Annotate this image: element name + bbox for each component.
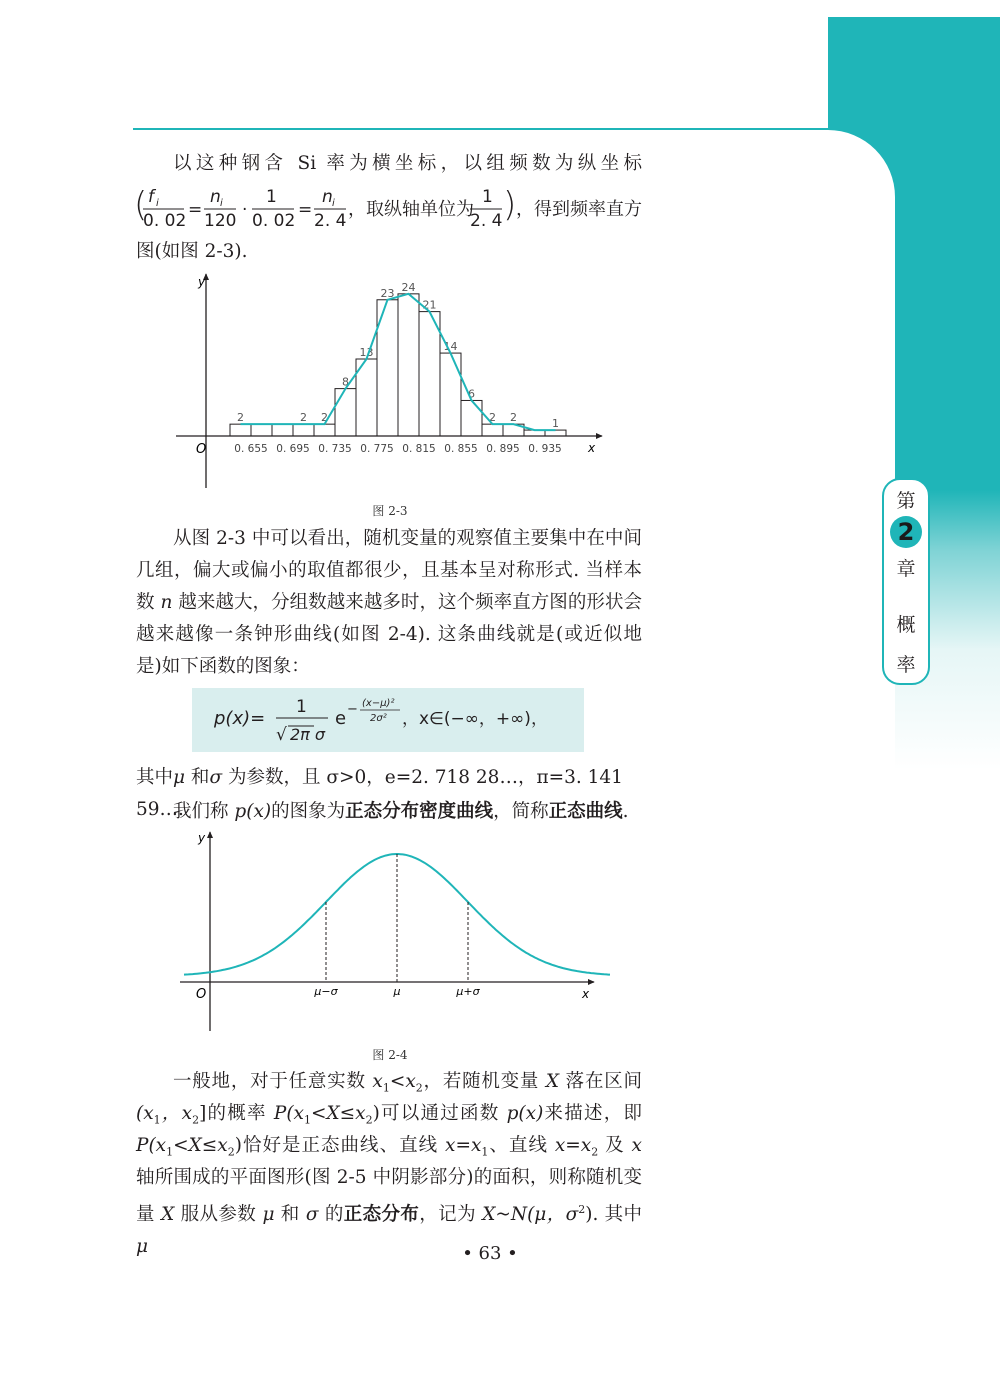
frac2-den: 120 bbox=[204, 211, 237, 231]
x-axis-label: x bbox=[588, 441, 596, 455]
open-paren: ( bbox=[134, 185, 148, 225]
frac5-den: 2. 4 bbox=[470, 211, 503, 231]
frac1-num-sub: i bbox=[156, 198, 159, 209]
paragraph-2-line-2: 几组，偏大或偏小的取值都很少，且基本呈对称形式. 当样本 bbox=[136, 560, 642, 581]
y-axis-label: y bbox=[198, 275, 206, 289]
histogram-bar bbox=[293, 424, 314, 436]
x-tick-label: 0. 895 bbox=[486, 443, 520, 455]
bar-data-label: 2 bbox=[237, 411, 244, 425]
normal-density-formula bbox=[192, 688, 584, 752]
page-number: • 63 • bbox=[462, 1243, 518, 1264]
formula-domain: ，x∈(−∞，+∞)， bbox=[402, 709, 548, 729]
histogram-bar bbox=[314, 424, 335, 436]
formula-exp-minus: − bbox=[347, 702, 358, 717]
frac3-den: 0. 02 bbox=[252, 211, 296, 231]
bar-data-label: 2 bbox=[300, 411, 307, 425]
x-tick-label: 0. 855 bbox=[444, 443, 478, 455]
chapter-suffix: 章 bbox=[896, 558, 916, 580]
paragraph-5-line-1: 一般地，对于任意实数 $x_1<x_2$，若随机变量 X 落在区间 bbox=[173, 1071, 642, 1095]
paragraph-1-fraction-line bbox=[134, 184, 654, 234]
formula-denominator: 2π σ bbox=[290, 725, 326, 744]
paragraph-2-line-5: 是)如下函数的图象： bbox=[136, 656, 310, 677]
chapter-number: 2 bbox=[890, 516, 922, 548]
histogram-bar bbox=[230, 424, 251, 436]
x-tick-label: 0. 695 bbox=[276, 443, 310, 455]
frac4-num-sub: i bbox=[332, 198, 335, 209]
histogram-bar bbox=[251, 424, 272, 436]
paragraph-3: 其中μ 和σ 为参数，且 σ>0，e=2. 718 28…，π=3. 141 59…. bbox=[136, 767, 623, 820]
bar-data-label: 2 bbox=[510, 411, 517, 425]
paragraph-2-line-4: 越来越像一条钟形曲线(如图 2-4). 这条曲线就是(或近似地 bbox=[136, 624, 642, 645]
paragraph-4: 我们称 p(x)的图象为正态分布密度曲线，简称正态曲线. bbox=[173, 801, 629, 822]
formula-lhs: p(x)= bbox=[214, 708, 266, 729]
frac3-num: 1 bbox=[266, 187, 277, 207]
bar-data-label: 1 bbox=[552, 417, 559, 431]
bar-data-label: 14 bbox=[443, 340, 458, 354]
svg-text:=: = bbox=[298, 200, 313, 220]
formula-e: e bbox=[335, 708, 347, 729]
chapter-prefix: 第 bbox=[896, 490, 916, 512]
bar-data-label: 8 bbox=[342, 375, 349, 389]
chapter-band-side bbox=[895, 130, 1000, 1400]
frac2-num-sub: i bbox=[220, 198, 223, 209]
frac2-num: n bbox=[210, 187, 221, 207]
figure-2-4-normal-curve bbox=[170, 826, 610, 1036]
tick-mu: μ bbox=[393, 985, 401, 998]
frac4-num: n bbox=[322, 187, 333, 207]
paragraph-5-line-4: 轴所围成的平面图形(图 2-5 中阴影部分)的面积，则称随机变 bbox=[136, 1167, 642, 1188]
dot: · bbox=[242, 200, 248, 220]
frac5-num: 1 bbox=[482, 187, 493, 207]
chapter-band-top bbox=[828, 17, 1000, 137]
frac1-num: f bbox=[148, 187, 154, 207]
histogram-bar bbox=[419, 312, 440, 436]
paragraph-5-line-5: 量 X 服从参数 μ 和 σ 的正态分布，记为 X~N(μ，$\sigma^2$). 其中 μ bbox=[136, 1203, 643, 1258]
y-axis-label: y bbox=[198, 831, 206, 845]
paragraph-2-line-3: 数 n 越来越大，分组数越来越多时，这个频率直方图的形状会 bbox=[136, 592, 642, 613]
figure-2-3-caption: 图 2-3 bbox=[372, 504, 408, 518]
origin-label: O bbox=[196, 987, 207, 1002]
paragraph-1-line-3: 图(如图 2-3). bbox=[136, 241, 248, 262]
figure-2-3-histogram bbox=[170, 268, 610, 490]
chapter-band-corner bbox=[828, 130, 895, 197]
text-mid: ，取纵轴单位为 bbox=[348, 199, 474, 220]
svg-text:=: = bbox=[188, 200, 203, 220]
bar-data-label: 6 bbox=[468, 387, 475, 401]
bar-data-label: 2 bbox=[489, 411, 496, 425]
histogram-bar bbox=[461, 400, 482, 436]
figure-2-4-caption: 图 2-4 bbox=[372, 1048, 408, 1062]
x-tick-label: 0. 655 bbox=[234, 443, 268, 455]
paragraph-1-line-1: 以这种钢含 Si 率为横坐标，以组频数为纵坐标 bbox=[173, 153, 642, 174]
histogram-bar bbox=[272, 424, 293, 436]
histogram-bar bbox=[398, 294, 419, 436]
chapter-title-char-2: 率 bbox=[896, 654, 916, 676]
paragraph-5-line-3: $P(x_1<X\le x_2)$恰好是正态曲线、直线 $x=x_1$、直线 $x=x_2$ 及 x bbox=[136, 1135, 642, 1159]
bar-data-label: 2 bbox=[321, 411, 328, 425]
histogram-bar bbox=[335, 389, 356, 436]
bar-data-label: 21 bbox=[422, 298, 437, 312]
formula-numerator: 1 bbox=[296, 697, 307, 717]
formula-exp-num: (x−μ)² bbox=[362, 698, 395, 709]
chapter-title-char-1: 概 bbox=[896, 614, 916, 636]
bar-data-label: 23 bbox=[380, 286, 395, 300]
paragraph-2-line-1: 从图 2-3 中可以看出，随机变量的观察值主要集中在中间 bbox=[173, 528, 642, 549]
x-tick-label: 0. 775 bbox=[360, 443, 394, 455]
frac1-den: 0. 02 bbox=[143, 211, 187, 231]
formula-exp-den: 2σ² bbox=[370, 713, 387, 724]
bar-data-label: 24 bbox=[401, 280, 416, 294]
bar-data-label: 13 bbox=[359, 346, 374, 359]
x-axis-label: x bbox=[582, 987, 590, 1001]
histogram-bar bbox=[440, 353, 461, 436]
tick-mu-plus-sigma: μ+σ bbox=[456, 985, 480, 998]
histogram-bar bbox=[482, 424, 503, 436]
tick-mu-minus-sigma: μ−σ bbox=[314, 985, 338, 998]
origin-label: O bbox=[196, 442, 207, 457]
x-tick-label: 0. 735 bbox=[318, 443, 352, 455]
header-rule bbox=[133, 128, 833, 130]
close-paren: ) bbox=[503, 185, 517, 225]
text-end: ，得到频率直方 bbox=[516, 199, 642, 220]
paragraph-5-line-2: ($x_1$，$x_2$]的概率 $P(x_1<X\le x_2)$可以通过函数 p(x)来描述，即 bbox=[136, 1103, 642, 1127]
frac4-den: 2. 4 bbox=[314, 211, 347, 231]
formula-sqrt: √ bbox=[276, 725, 287, 745]
chapter-tab bbox=[882, 478, 930, 685]
x-tick-label: 0. 935 bbox=[528, 443, 562, 455]
x-tick-label: 0. 815 bbox=[402, 443, 436, 455]
